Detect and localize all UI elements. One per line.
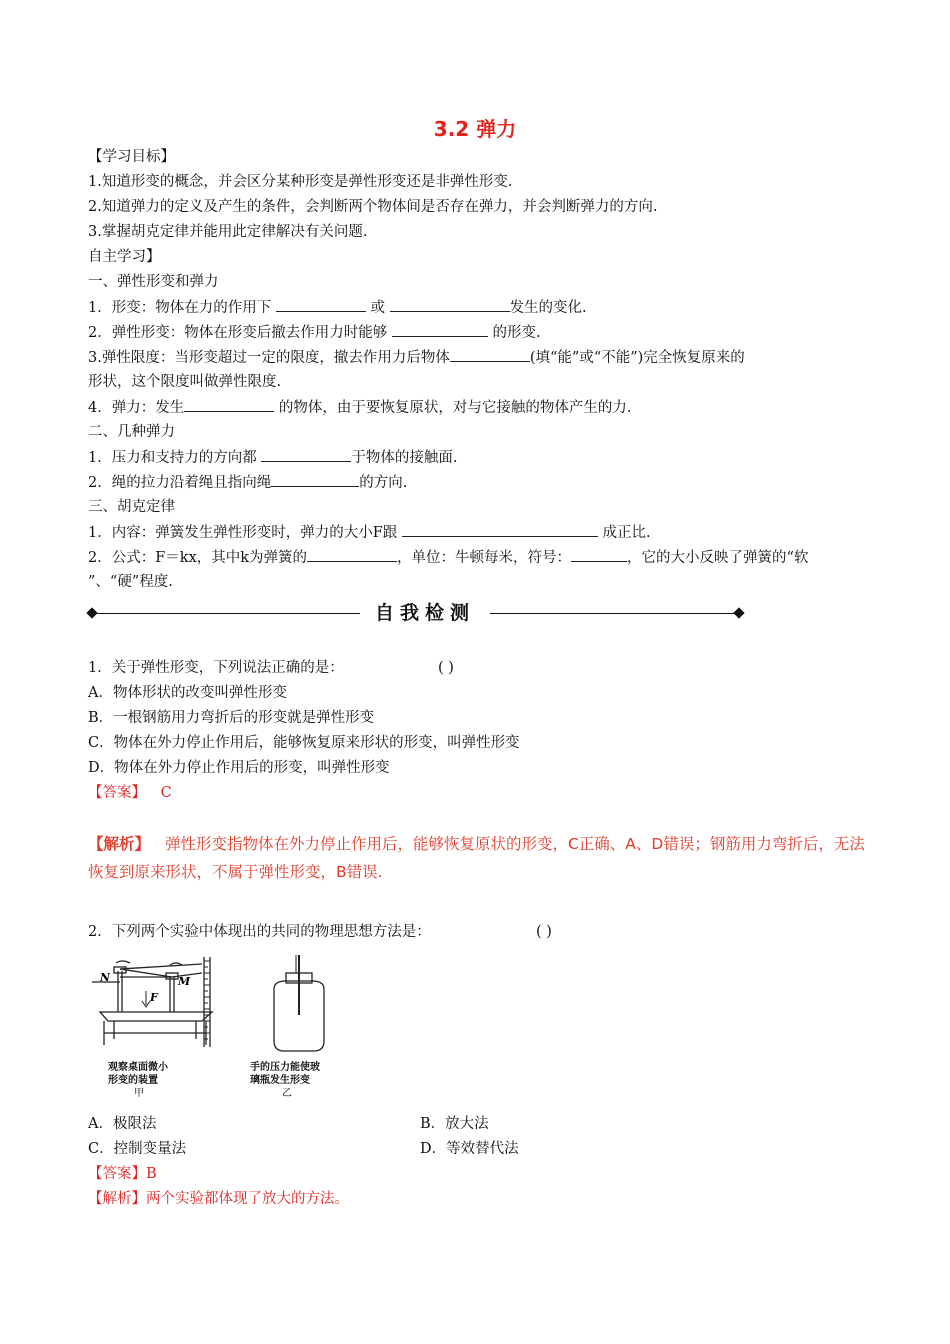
objective-item: 1.知道形变的概念，并会区分某种形变是弹性形变还是非弹性形变. [88,174,513,190]
fill-line: 1．压力和支持力的方向都 于物体的接触面. [88,447,457,468]
blank-field[interactable] [184,397,274,412]
objective-item: 3.掌握胡克定律并能用此定律解决有关问题. [88,224,368,240]
answer-line: 【答案】B [88,1166,157,1182]
section-header: 二、几种弹力 [88,424,175,440]
label-f: F [150,991,158,1004]
blank-field[interactable] [276,297,366,312]
blank-field[interactable] [390,297,510,312]
blank-field[interactable] [261,447,351,462]
option: B．一根钢筋用力弯折后的形变就是弹性形变 [88,710,375,726]
question-stem: 1．关于弹性形变，下列说法正确的是： ( ) [88,660,454,676]
page-title: 3.2 弹力 [433,117,517,141]
objective-item: 2.知道弹力的定义及产生的条件，会判断两个物体间是否存在弹力，并会判断弹力的方向. [88,199,658,215]
figure-caption: 手的压力能使玻 璃瓶发生形变 乙 [250,1062,320,1099]
self-test-title: 自我检测 [360,598,490,625]
option: D．物体在外力停止作用后的形变，叫弹性形变 [88,760,390,776]
option: C．控制变量法 [88,1141,187,1157]
blank-field[interactable] [307,547,397,562]
blank-field[interactable] [450,347,530,362]
answer-paren: ( ) [438,660,454,676]
fill-line: ”、“硬”程度. [88,574,173,590]
analysis: 【解析】两个实验都体现了放大的方法。 [88,1191,349,1207]
fill-line: 1．形变：物体在力的作用下 或 发生的变化. [88,297,587,318]
figure-caption: 观察桌面微小 形变的装置 甲 [108,1062,168,1099]
experiment-figure [90,955,350,1099]
option: D．等效替代法 [420,1141,519,1157]
blank-field[interactable] [402,522,598,537]
analysis: 【解析】 弹性形变指物体在外力停止作用后，能够恢复原状的形变，C正确、A、D错误；钢筋用力弯折后，无法恢复到原来形状，不属于弹性形变，B错误. [88,835,865,881]
option: C．物体在外力停止作用后，能够恢复原来形状的形变，叫弹性形变 [88,735,520,751]
fill-line: 2．绳的拉力沿着绳且指向绳 的方向. [88,472,407,493]
divider-dot [733,607,744,618]
blank-field[interactable] [571,547,627,562]
answer-value: B [146,1166,157,1182]
fill-line: 形状，这个限度叫做弹性限度. [88,374,282,390]
divider-dot [86,607,97,618]
self-study-header: 自主学习】 [88,249,161,265]
fill-line: 2．公式：F＝kx，其中k为弹簧的 ，单位：牛顿每米，符号： ，它的大小反映了弹簧的“软 [88,547,808,568]
label-m: M [178,975,191,988]
label-n: N [100,971,111,984]
fill-line: 4．弹力：发生 的物体，由于要恢复原状，对与它接触的物体产生的力. [88,397,631,418]
section-header: 三、胡克定律 [88,499,175,515]
fill-line: 1．内容：弹簧发生弹性形变时，弹力的大小F跟 成正比. [88,522,651,543]
blank-field[interactable] [392,322,488,337]
fill-line: 3.弹性限度：当形变超过一定的限度，撤去作用力后物体 (填“能”或“不能”)完全恢复原来的 [88,347,745,368]
objectives-header: 【学习目标】 [88,149,175,165]
option: A．物体形状的改变叫弹性形变 [88,685,287,701]
fill-line: 2．弹性形变：物体在形变后撤去作用力时能够 的形变. [88,322,541,343]
blank-field[interactable] [271,472,359,487]
answer-paren: ( ) [536,924,552,940]
answer-value: C [160,785,172,801]
experiment-diagram [90,955,350,1055]
section-header: 一、弹性形变和弹力 [88,274,219,290]
option: B．放大法 [420,1116,489,1132]
question-stem: 2．下列两个实验中体现出的共同的物理思想方法是： ( ) [88,924,552,940]
answer-line: 【答案】 C [88,785,172,801]
option: A．极限法 [88,1116,157,1132]
